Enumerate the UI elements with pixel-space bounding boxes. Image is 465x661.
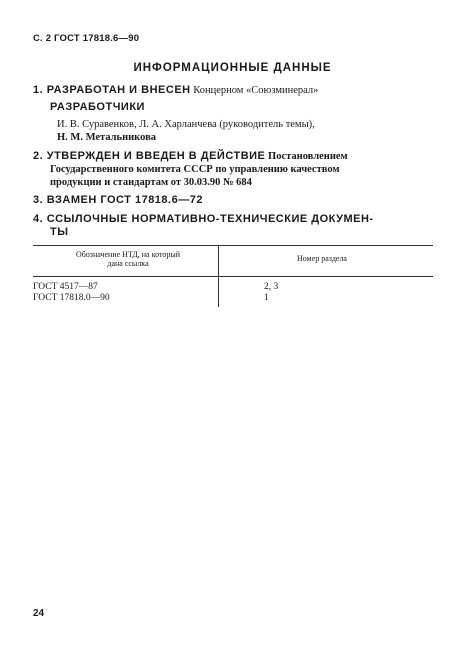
developers-line-2: Н. М. Метальникова bbox=[57, 132, 157, 143]
section-3 bbox=[33, 194, 433, 207]
running-header: С. 2 ГОСТ 17818.6—90 bbox=[33, 33, 140, 44]
table-row-1-section: 2, 3 bbox=[264, 282, 279, 292]
section-1-heading: 1. РАЗРАБОТАН И ВНЕСЕН bbox=[33, 84, 191, 96]
table-header-doc-line-2: дана ссылка bbox=[107, 259, 149, 268]
page-number: 24 bbox=[33, 608, 45, 619]
table-header-rule bbox=[33, 276, 433, 277]
table-header-doc-line-1: Обозначение НТД, на который bbox=[75, 250, 181, 259]
page-title: ИНФОРМАЦИОННЫЕ ДАННЫЕ bbox=[133, 62, 332, 74]
table-row-1-doc: ГОСТ 4517—87 bbox=[33, 282, 98, 292]
section-4 bbox=[33, 213, 433, 239]
section-2-text-1: Постановлением bbox=[268, 151, 348, 162]
table-top-rule bbox=[33, 245, 433, 246]
section-2-text-2: Государственного комитета СССР по управлению качеством bbox=[50, 164, 340, 175]
section-1-text: Концерном «Союзминерал» bbox=[193, 85, 319, 96]
section-2 bbox=[33, 150, 433, 189]
section-1-subheading-row bbox=[33, 101, 433, 114]
developers-line-1: И. В. Суравенков, Л. А. Харланчева (руководитель темы), bbox=[57, 119, 315, 130]
section-4-heading-line-1: 4. ССЫЛОЧНЫЕ НОРМАТИВНО-ТЕХНИЧЕСКИЕ ДОКУМЕН- bbox=[33, 213, 374, 225]
developers-heading: РАЗРАБОТЧИКИ bbox=[50, 101, 145, 113]
section-2-text-3: продукции и стандартам от 30.03.90 № 684 bbox=[50, 177, 252, 188]
table-row-2-doc: ГОСТ 17818.0—90 bbox=[33, 293, 110, 303]
developers-list bbox=[57, 118, 437, 144]
section-4-heading-line-2: ТЫ bbox=[50, 226, 69, 238]
table-row-2-section: 1 bbox=[264, 293, 269, 303]
section-2-heading: 2. УТВЕРЖДЕН И ВВЕДЕН В ДЕЙСТВИЕ bbox=[33, 150, 266, 162]
table-column-divider bbox=[218, 245, 219, 307]
section-1 bbox=[33, 84, 433, 97]
section-3-heading: 3. ВЗАМЕН ГОСТ 17818.6—72 bbox=[33, 194, 203, 206]
table-header-doc bbox=[48, 250, 208, 268]
table-header-section: Номер раздела bbox=[297, 254, 347, 263]
